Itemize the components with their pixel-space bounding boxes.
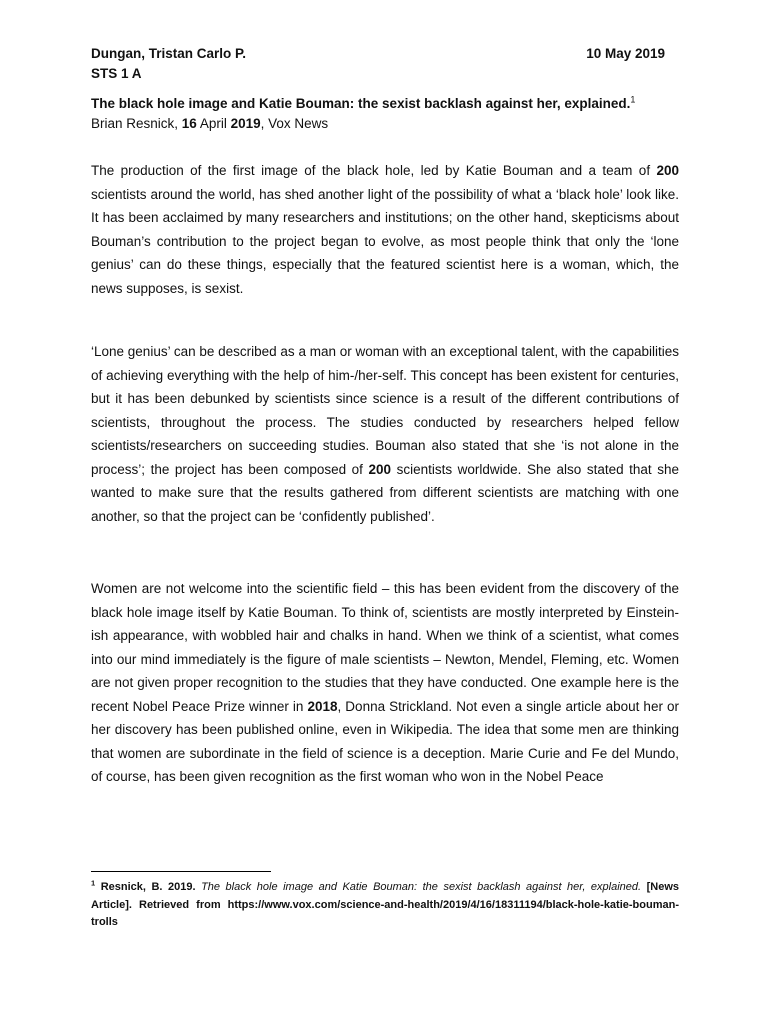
document-date: 10 May 2019 [586, 46, 665, 61]
paragraph-text: , Donna Strickland. Not even a single article about her or her discovery has been published online, even in Wikipedia. The idea that some men are thinking that women are subordinate in the field of science is a deception. Marie Curie and Fe del Mundo, of course, has been given recognition as the first woman who won in the Nobel Peace [91, 698, 680, 784]
paragraph-number: 200 [368, 461, 392, 477]
footnote-reference[interactable]: 1 [630, 94, 636, 105]
citation-month: April [196, 116, 231, 131]
footnote-retrieved-link[interactable]: Retrieved from https://www.vox.com/science-and-health/2019/4/16/18311194/black-hole-katie-bouman-trolls [91, 898, 679, 928]
citation-author: Brian Resnick, [91, 116, 182, 131]
footnote-divider [91, 871, 271, 872]
article-title-text: The black hole image and Katie Bouman: the sexist backlash against her, explained. [91, 96, 631, 111]
paragraph-text: The production of the first image of the black hole, led by Katie Bouman and a team of [91, 163, 657, 178]
author-name: Dungan, Tristan Carlo P. [91, 46, 247, 61]
body-paragraph-1 [91, 159, 679, 300]
citation-day: 16 [181, 116, 197, 131]
article-citation [91, 116, 328, 131]
footnote-author-year: Resnick, B. 2019. [95, 881, 202, 893]
footnote-marker: 1 [91, 878, 96, 888]
citation-source: , Vox News [260, 116, 329, 131]
paragraph-number: 2018 [307, 698, 338, 714]
paragraph-text: Women are not welcome into the scientific field – this has been evident from the discovery of the black hole image itself by Katie Bouman. To think of, scientists are mostly interpreted by Einstein-ish appearance, with wobbled hair and chalks in hand. When we think of a scientist, what comes into our mind immediately is the figure of male scientists – Newton, Mendel, Fleming, etc. Women are not given proper recognition to the studies that they have conducted. One example here is the recent Nobel Peace Prize winner in [91, 581, 679, 714]
paragraph-text: scientists around the world, has shed another light of the possibility of what a ‘black hole’ look like. It has been acclaimed by many researchers and institutions; on the other hand, skepticisms about Bouman’s contribution to the project began to evolve, as most people think that only the ‘lone genius’ can do these things, especially that the featured scientist here is a woman, which, the news supposes, is sexist. [91, 186, 679, 296]
header-row [91, 46, 665, 66]
paragraph-text: scientists worldwide. She also stated that she wanted to make sure that the results gathered from different scientists are matching with one another, so that the project can be ‘confidently published’. [91, 461, 679, 524]
course-code: STS 1 A [91, 66, 142, 81]
footnote [91, 879, 679, 932]
body-paragraph-2 [91, 340, 679, 528]
article-title [91, 96, 681, 111]
paragraph-number: 200 [656, 163, 679, 178]
footnote-article-title: The black hole image and Katie Bouman: the sexist backlash against her, explained. [201, 881, 642, 893]
paragraph-text: ‘Lone genius’ can be described as a man or woman with an exceptional talent, with the capabilities of achieving everything with the help of him-/her-self. This concept has been existent for centuries, but it has been debunked by scientists since science is a result of the different contributions of scientists, throughout the process. The studies conducted by researchers helped fellow scientists/researchers on succeeding studies. Bouman also stated that she ‘is not alone in the process’; the project has been composed of [91, 344, 679, 477]
footnote-type: [News Article]. [91, 881, 680, 911]
citation-year: 2019 [230, 116, 261, 131]
body-paragraph-3 [91, 577, 679, 789]
